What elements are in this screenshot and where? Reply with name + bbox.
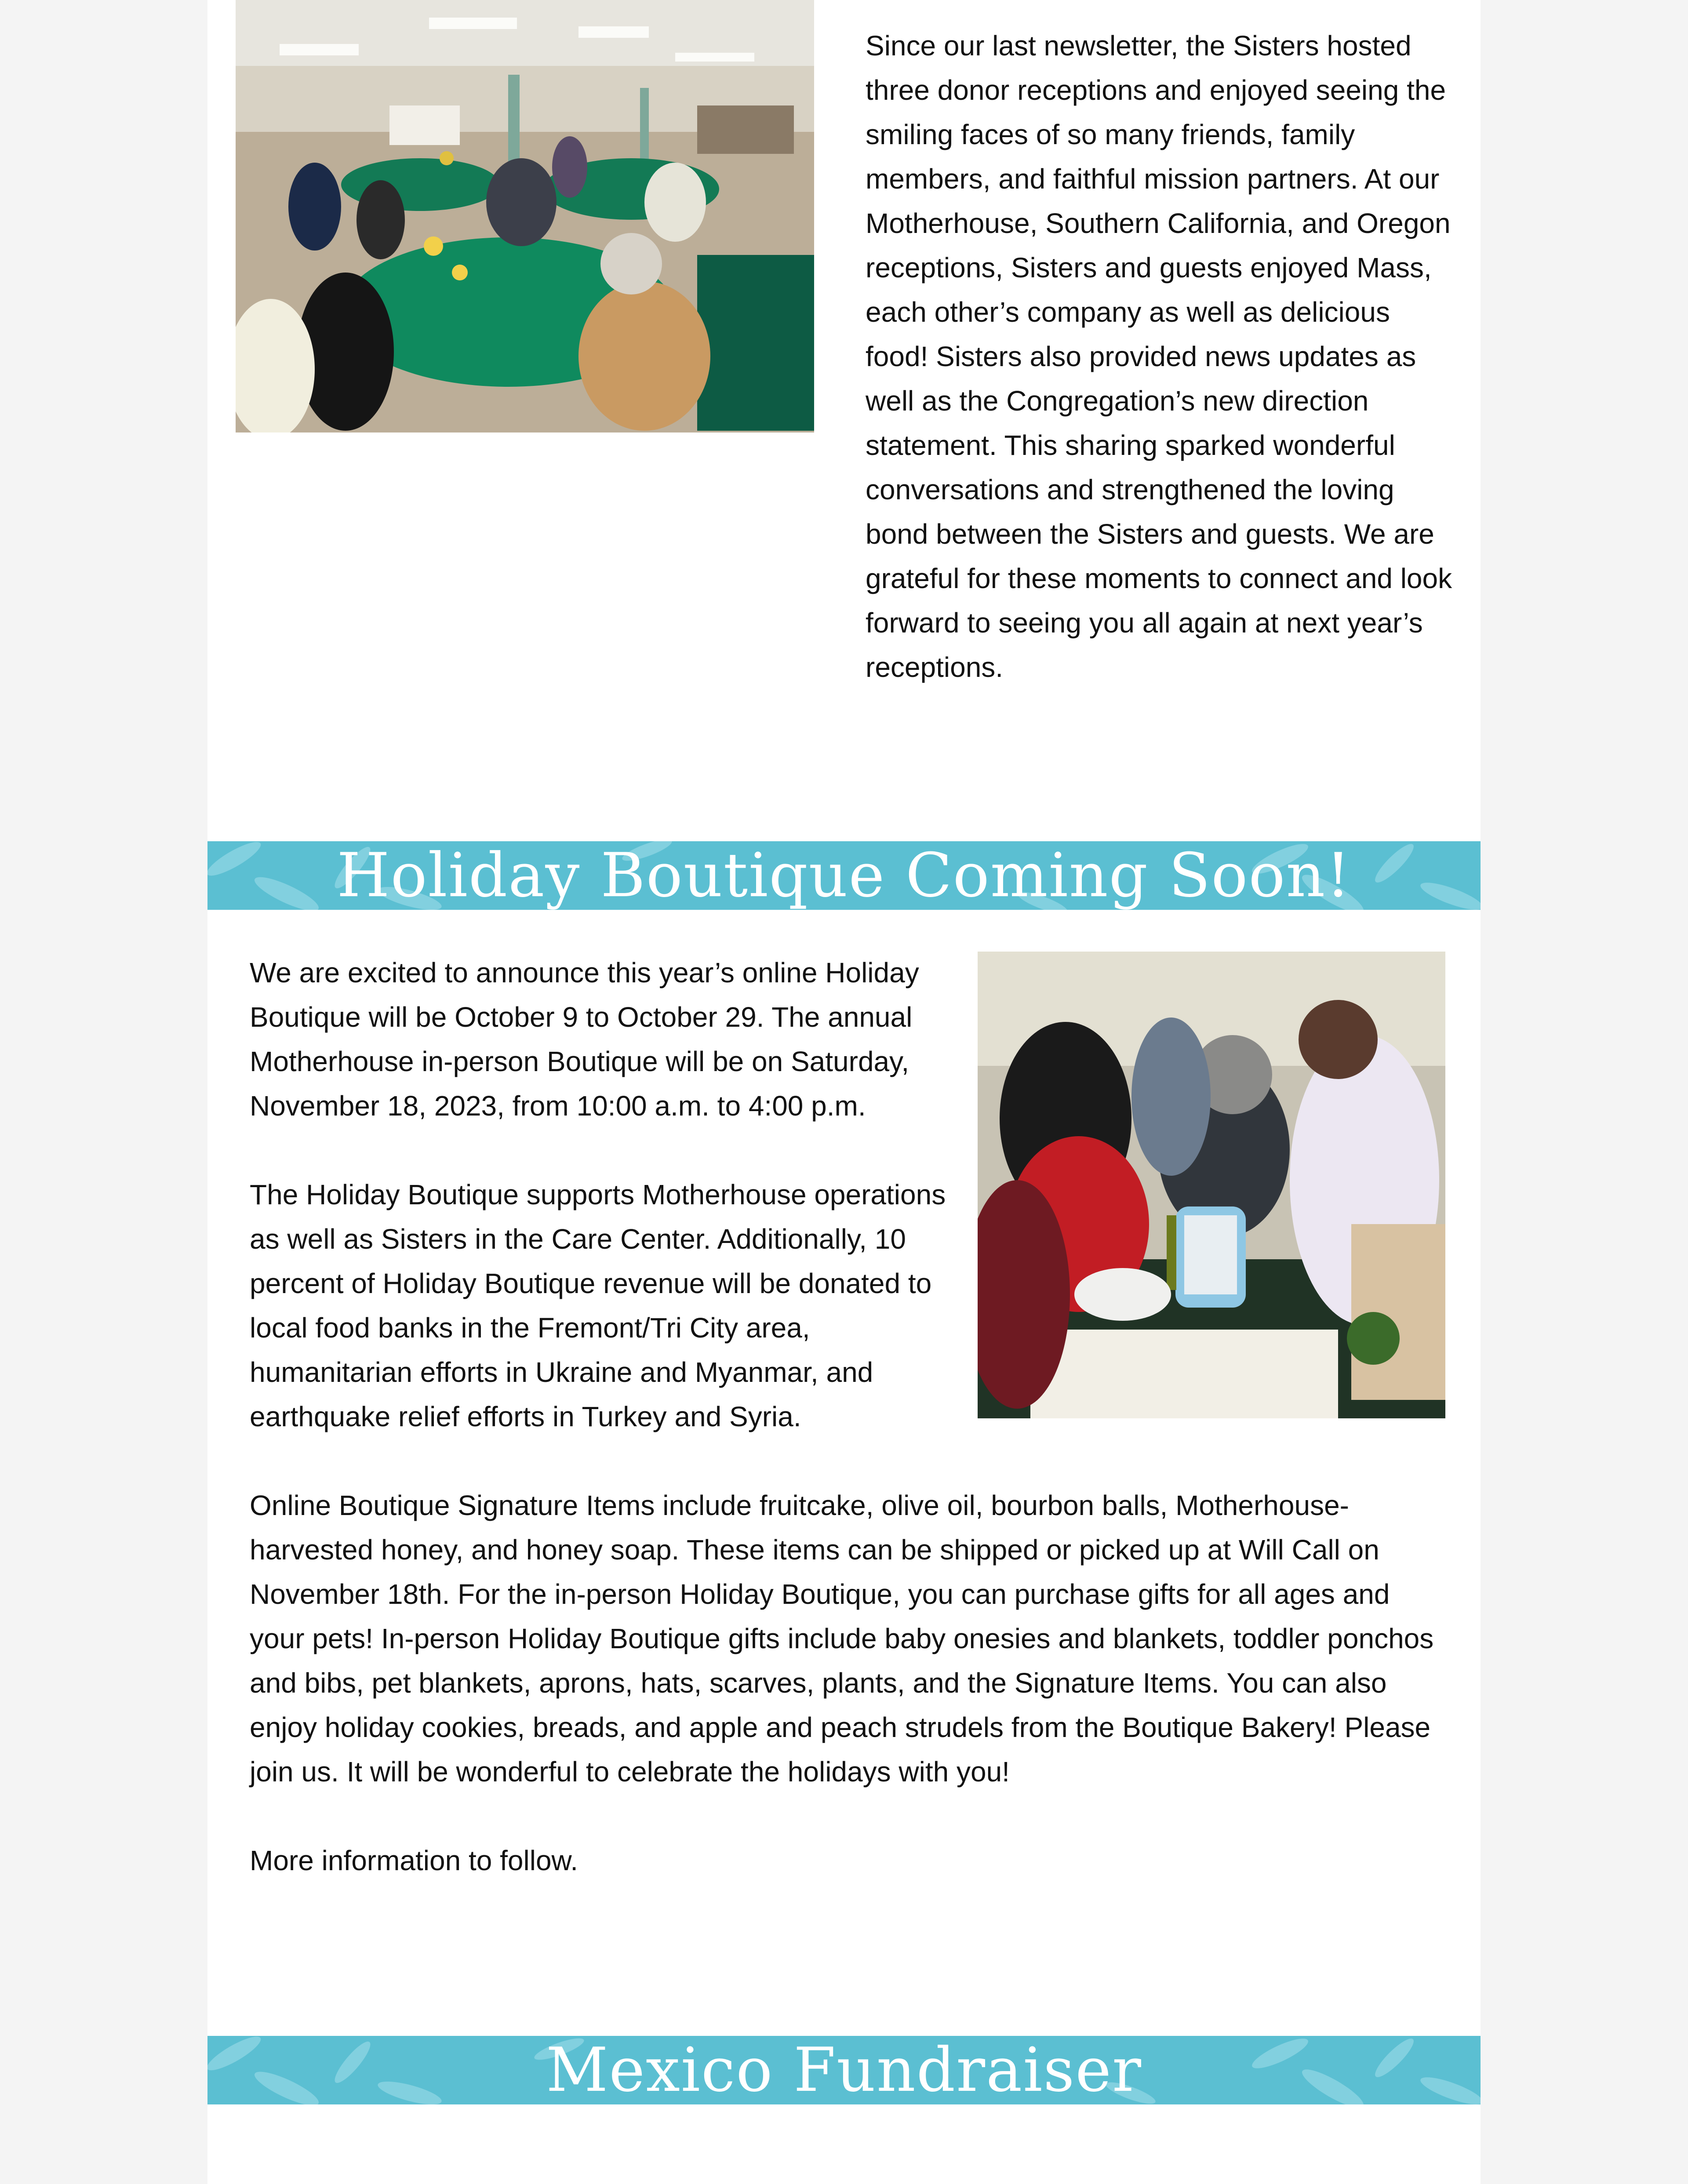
mexico-heading: Mexico Fundraiser (546, 2036, 1142, 2104)
boutique-section (250, 951, 1445, 1927)
newsletter-content (207, 0, 1481, 2184)
boutique-paragraph-items: Online Boutique Signature Items include fruitcake, olive oil, bourbon balls, Motherhouse-harvested honey, and honey soap. These items can be shipped or picked up at Will Call on November 18th. For the in-person Holiday Boutique, you can purchase gifts for all ages and your pets! In-person Holiday Boutique gifts include baby onesies and blankets, toddler ponchos and bibs, pet blankets, aprons, hats, scarves, plants, and the Signature Items. You can also enjoy holiday cookies, breads, and apple and peach strudels from the Boutique Bakery! Please join us. It will be wonderful to celebrate the holidays with you! (250, 1490, 1434, 1788)
intro-paragraph: Since our last newsletter, the Sisters hosted three donor receptions and enjoyed seeing the smiling faces of so many friends, family members, and faithful mission partners. At our Motherhouse, Southern California, and Oregon receptions, Sisters and guests enjoyed Mass, each other’s company as well as delicious food! Sisters also provided news updates as well as the Congregation’s new direction statement. This sharing sparked wonderful conversations and strengthened the loving bond between the Sisters and guests. We are grateful for these moments to connect and look forward to seeing you all again at next year’s receptions. (866, 30, 1452, 683)
boutique-heading: Holiday Boutique Coming Soon! (337, 841, 1351, 910)
donor-reception-photo (236, 0, 814, 432)
mexico-banner (207, 2036, 1481, 2104)
boutique-paragraph-support: The Holiday Boutique supports Motherhouse operations as well as Sisters in the Care Center. Additionally, 10 percent of Holiday Boutique revenue will be donated to local food banks in the Fremont/Tri City area, humanitarian efforts in Ukraine and Myanmar, and earthquake relief efforts in Turkey and Syria. (250, 1179, 946, 1432)
boutique-banner (207, 841, 1481, 910)
boutique-paragraph-more-info: More information to follow. (250, 1845, 578, 1876)
boutique-shopping-photo (978, 952, 1445, 1418)
boutique-paragraph-dates: We are excited to announce this year’s online Holiday Boutique will be October 9 to October 29. The annual Motherhouse in-person Boutique will be on Saturday, November 18, 2023, from 10:00 a.m. to 4:00 p.m. (250, 957, 919, 1122)
